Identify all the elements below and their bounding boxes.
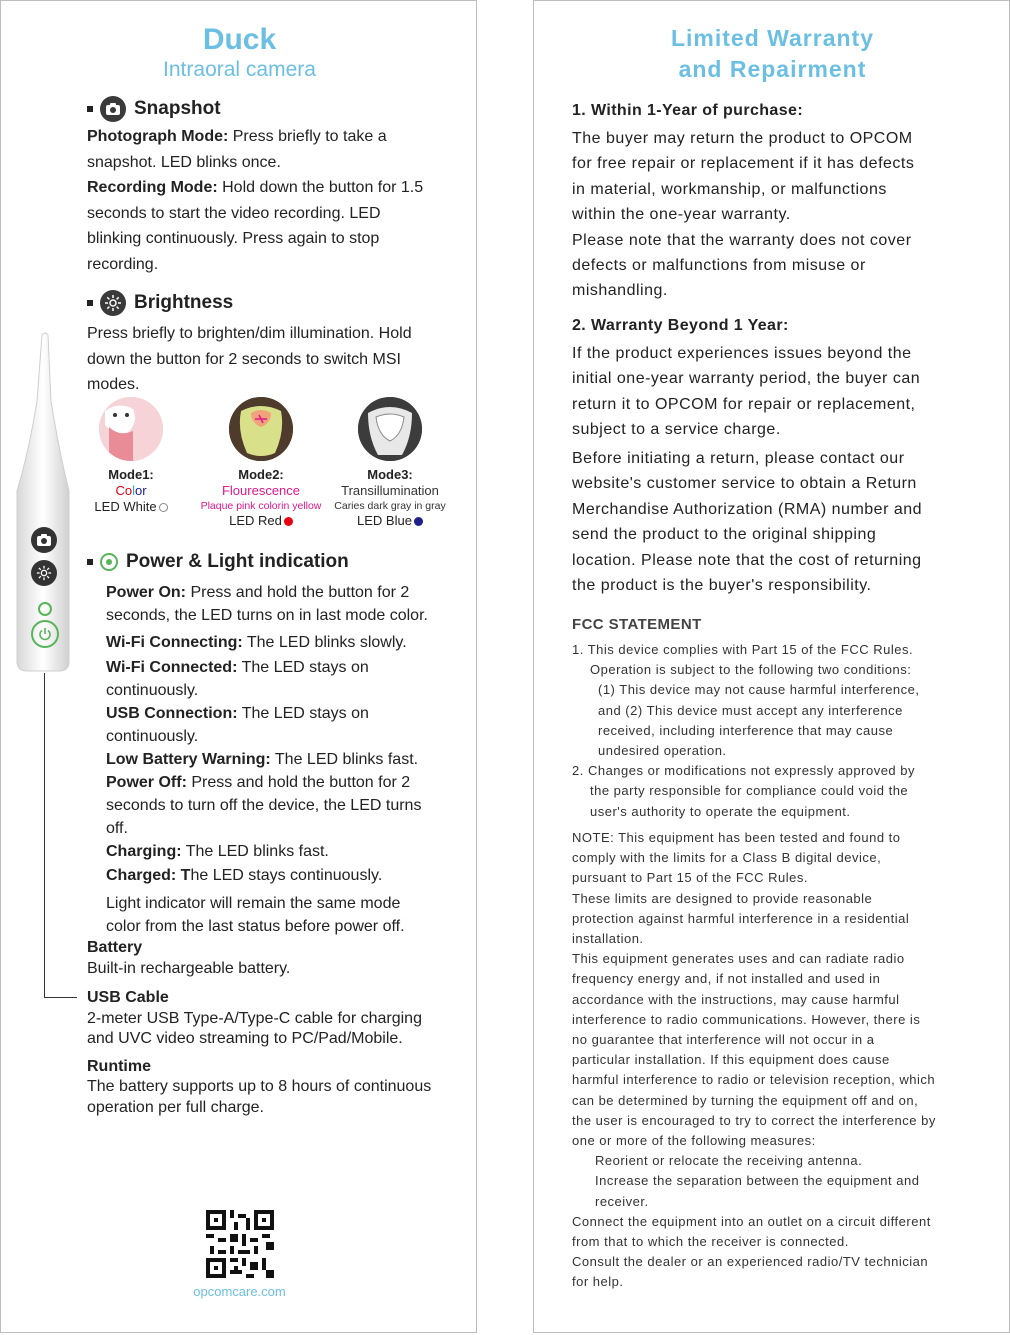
bullet [87, 559, 93, 565]
led-red-dot [284, 517, 293, 526]
fcc-line: Consult the dealer or an experienced radio/TV technician [572, 1254, 929, 1270]
fcc-line: comply with the limits for a Class B digital device, [572, 850, 882, 866]
usb-cable-line [44, 997, 77, 998]
fcc-line: undesired operation. [598, 743, 727, 759]
photo-text: Press briefly to take a [228, 128, 387, 145]
usb-cable-heading: USB Cable [87, 989, 169, 1006]
mode-1-name-part: Co [115, 483, 133, 498]
fcc-measure: receiver. [595, 1193, 649, 1209]
warranty-section-2-text [572, 341, 1002, 443]
text-line: If the product experiences issues beyond the [572, 345, 912, 362]
mode-1-name [69, 483, 193, 499]
indicator-light-icon [38, 602, 52, 616]
fcc-line: for help. [572, 1274, 624, 1290]
text-line: mishandling. [572, 282, 668, 300]
brightness-line: down the button for 2 seconds to switch MSI [87, 350, 401, 368]
text-line: for free repair or replacement if it has defects [572, 155, 915, 173]
product-title: Duck [202, 23, 277, 56]
camera-icon [31, 527, 57, 553]
fcc-conditions [572, 640, 1002, 822]
mode-1 [69, 397, 193, 515]
mode-1-led [69, 499, 193, 515]
text-line: return it to OPCOM for repair or replacement, [572, 395, 916, 413]
photo-mode-label: Photograph Mode: [87, 128, 229, 145]
brightness-line: modes. [87, 376, 140, 394]
mode-3-name: Transillumination [341, 483, 439, 498]
left-panel [0, 0, 477, 1333]
photo-text: snapshot. LED blinks once. [87, 153, 281, 171]
mode-3-title: Mode3: [367, 467, 413, 482]
mode-3 [328, 397, 452, 529]
mode-2-name: Flourescence [221, 483, 301, 498]
tooth-transillumination-image [358, 397, 422, 461]
fcc-line: the party responsible for compliance could void the [590, 783, 909, 799]
recording-text: seconds to start the video recording. LED [87, 204, 381, 222]
mode-2 [199, 397, 323, 529]
text-line: send the product to the original shipping [572, 526, 877, 544]
brightness-text [87, 321, 467, 398]
warranty-section-1-text [572, 126, 1002, 304]
text-line: the product is the buyer's responsibility. [572, 577, 872, 595]
power-off-text: off. [106, 820, 128, 837]
fcc-line: harmful interference to radio or television reception, which [572, 1072, 936, 1088]
power-off-text: Press and hold the button for 2 [186, 774, 411, 791]
mode-3-sub: Caries dark gray in gray [334, 500, 446, 512]
fcc-line: and (2) This device must accept any interference [598, 702, 903, 718]
text-line: Before initiating a return, please contact our [572, 450, 905, 467]
brightness-line: Press briefly to brighten/dim illumination. Hold [87, 325, 412, 342]
fcc-line: Operation is subject to the following two conditions: [590, 662, 912, 678]
text-line: website's customer service to obtain a Return [572, 475, 917, 493]
text-line: subject to a service charge. [572, 421, 781, 439]
low-battery-text: The LED blinks fast. [270, 751, 419, 768]
fcc-measure: Increase the separation between the equipment and [595, 1173, 920, 1189]
fcc-line: 2. Changes or modifications not expressly approved by [572, 763, 916, 779]
power-off-text: seconds to turn off the device, the LED turns [106, 797, 422, 814]
product-subtitle: Intraoral camera [163, 58, 316, 81]
led-blue-dot [414, 517, 423, 526]
fcc-line: These limits are designed to provide reasonable [572, 890, 873, 906]
text-line: Merchandise Authorization (RMA) number and [572, 500, 923, 518]
fcc-line: Connect the equipment into an outlet on a circuit different [572, 1213, 931, 1229]
fcc-line: pursuant to Part 15 of the FCC Rules. [572, 870, 808, 886]
usb-cable-text: and UVC video streaming to PC/Pad/Mobile. [87, 1030, 403, 1047]
low-battery-label: Low Battery Warning: [106, 751, 271, 768]
fcc-line: accordance with the instructions, may cause harmful [572, 991, 900, 1007]
text-line: location. Please note that the cost of returning [572, 551, 922, 569]
remain-text: Light indicator will remain the same mode [106, 895, 401, 912]
power-icon [31, 620, 59, 648]
mode-2-sub: Plaque pink colorin yellow [200, 500, 322, 512]
text-line: defects or malfunctions from misuse or [572, 257, 866, 275]
fcc-line: (1) This device may not cause harmful interference, [598, 682, 920, 698]
warranty-title [534, 23, 1010, 85]
qr-code[interactable] [206, 1210, 274, 1278]
runtime-text: The battery supports up to 8 hours of continuous [87, 1078, 432, 1095]
bullet [87, 300, 93, 306]
warranty-title-line: Limited Warranty [670, 25, 874, 51]
recording-text: Hold down the button for 1.5 [217, 179, 424, 197]
battery-text: Built-in rechargeable battery. [87, 959, 291, 977]
runtime-heading: Runtime [87, 1057, 151, 1075]
wifi-connecting-label: Wi-Fi Connecting: [106, 634, 243, 651]
website-link[interactable]: opcomcare.com [193, 1284, 286, 1299]
indicator-light-icon [100, 553, 118, 571]
usb-cable-line [44, 673, 45, 998]
brightness-heading-label: Brightness [134, 292, 234, 313]
fcc-line: protection against harmful interference in a residential [572, 910, 910, 926]
fcc-line: received, including interference that may cause [598, 722, 894, 738]
snapshot-text [87, 124, 467, 278]
power-on-label: Power On: [106, 584, 187, 601]
sun-icon [100, 290, 126, 316]
recording-mode-label: Recording Mode: [87, 179, 218, 197]
warranty-section-2-heading: 2. Warranty Beyond 1 Year: [572, 317, 789, 334]
power-off-label: Power Off: [106, 774, 187, 791]
fcc-line: user's authority to operate the equipment. [590, 803, 851, 819]
fcc-line: interference to radio communications. However, there is [572, 1011, 921, 1027]
right-panel [533, 0, 1010, 1333]
charging-label: Charging: [106, 843, 182, 860]
usb-connection-text: The LED stays on [237, 705, 369, 722]
bullet [87, 106, 93, 112]
wifi-connected-text: continuously. [106, 682, 199, 699]
runtime-text: operation per full charge. [87, 1098, 264, 1116]
specs [87, 938, 467, 1118]
mode-3-led-label: LED Blue [357, 513, 412, 528]
mode-1-led-label: LED White [94, 499, 157, 514]
usb-connection-label: USB Connection: [106, 705, 238, 722]
tooth-fluorescence-image [229, 397, 293, 461]
fcc-line: particular installation. If this equipment does cause [572, 1052, 890, 1068]
fcc-line: from that to which the receiver is connected. [572, 1234, 849, 1250]
fcc-line: one or more of the following measures: [572, 1133, 816, 1149]
recording-text: recording. [87, 255, 159, 273]
mode-1-title: Mode1: [108, 467, 154, 482]
charged-label: Charged: T [106, 867, 191, 884]
fcc-note [572, 828, 1007, 1293]
fcc-line: installation. [572, 931, 644, 947]
charging-text: The LED blinks fast. [181, 843, 329, 860]
return-instructions [572, 446, 1002, 598]
msi-modes [87, 397, 457, 537]
fcc-line: NOTE: This equipment has been tested and found to [572, 830, 901, 845]
brightness-heading [87, 290, 233, 316]
fcc-line: 1. This device complies with Part 15 of the FCC Rules. [572, 642, 914, 657]
fcc-line: no guarantee that interference will not occur in a [572, 1032, 875, 1048]
power-on-text: Press and hold the button for 2 [186, 584, 410, 601]
fcc-line: the user is encouraged to try to correct the interference by [572, 1112, 936, 1128]
power-heading [87, 551, 349, 573]
charged-text: he LED stays continuously. [190, 867, 383, 884]
snapshot-heading [87, 96, 221, 122]
power-indications [106, 581, 466, 938]
wifi-connected-text: The LED stays on [237, 659, 369, 676]
remain-text: color from the last status before power off. [106, 918, 405, 935]
text-line: in material, workmanship, or malfunctions [572, 180, 887, 198]
text-line: within the one-year warranty. [572, 206, 791, 224]
mode-1-name-part: or [134, 483, 147, 498]
sun-icon [31, 560, 57, 586]
warranty-section-1-heading: 1. Within 1-Year of purchase: [572, 102, 804, 119]
mode-2-led-label: LED Red [229, 513, 282, 528]
mode-1-name-part: l [132, 483, 135, 498]
fcc-heading: FCC STATEMENT [572, 616, 702, 633]
text-line: initial one-year warranty period, the buyer can [572, 370, 921, 388]
text-line: The buyer may return the product to OPCOM [572, 130, 913, 147]
recording-text: blinking continuously. Press again to stop [87, 230, 380, 248]
wifi-connecting-text: The LED blinks slowly. [242, 634, 407, 651]
text-line: Please note that the warranty does not cover [572, 231, 912, 249]
tooth-color-image [99, 397, 163, 461]
usb-cable-text: 2-meter USB Type-A/Type-C cable for charging [87, 1009, 422, 1027]
wifi-connected-label: Wi-Fi Connected: [106, 659, 238, 676]
fcc-line: frequency energy and, if not installed and used in [572, 971, 881, 987]
led-white-dot [159, 503, 168, 512]
warranty-title-line: and Repairment [678, 56, 867, 82]
power-on-text: seconds, the LED turns on in last mode color. [106, 607, 428, 624]
battery-heading: Battery [87, 939, 143, 956]
fcc-measure: Reorient or relocate the receiving antenna. [595, 1153, 863, 1169]
mode-2-led [199, 513, 323, 529]
fcc-line: can be determined by turning the equipment off and on, [572, 1092, 919, 1108]
snapshot-heading-label: Snapshot [134, 98, 221, 119]
mode-3-led [328, 513, 452, 529]
power-heading-label: Power & Light indication [126, 551, 349, 572]
fcc-line: This equipment generates uses and can radiate radio [572, 951, 905, 967]
usb-connection-text: continuously. [106, 728, 199, 745]
camera-icon [100, 96, 126, 122]
mode-2-title: Mode2: [238, 467, 284, 482]
